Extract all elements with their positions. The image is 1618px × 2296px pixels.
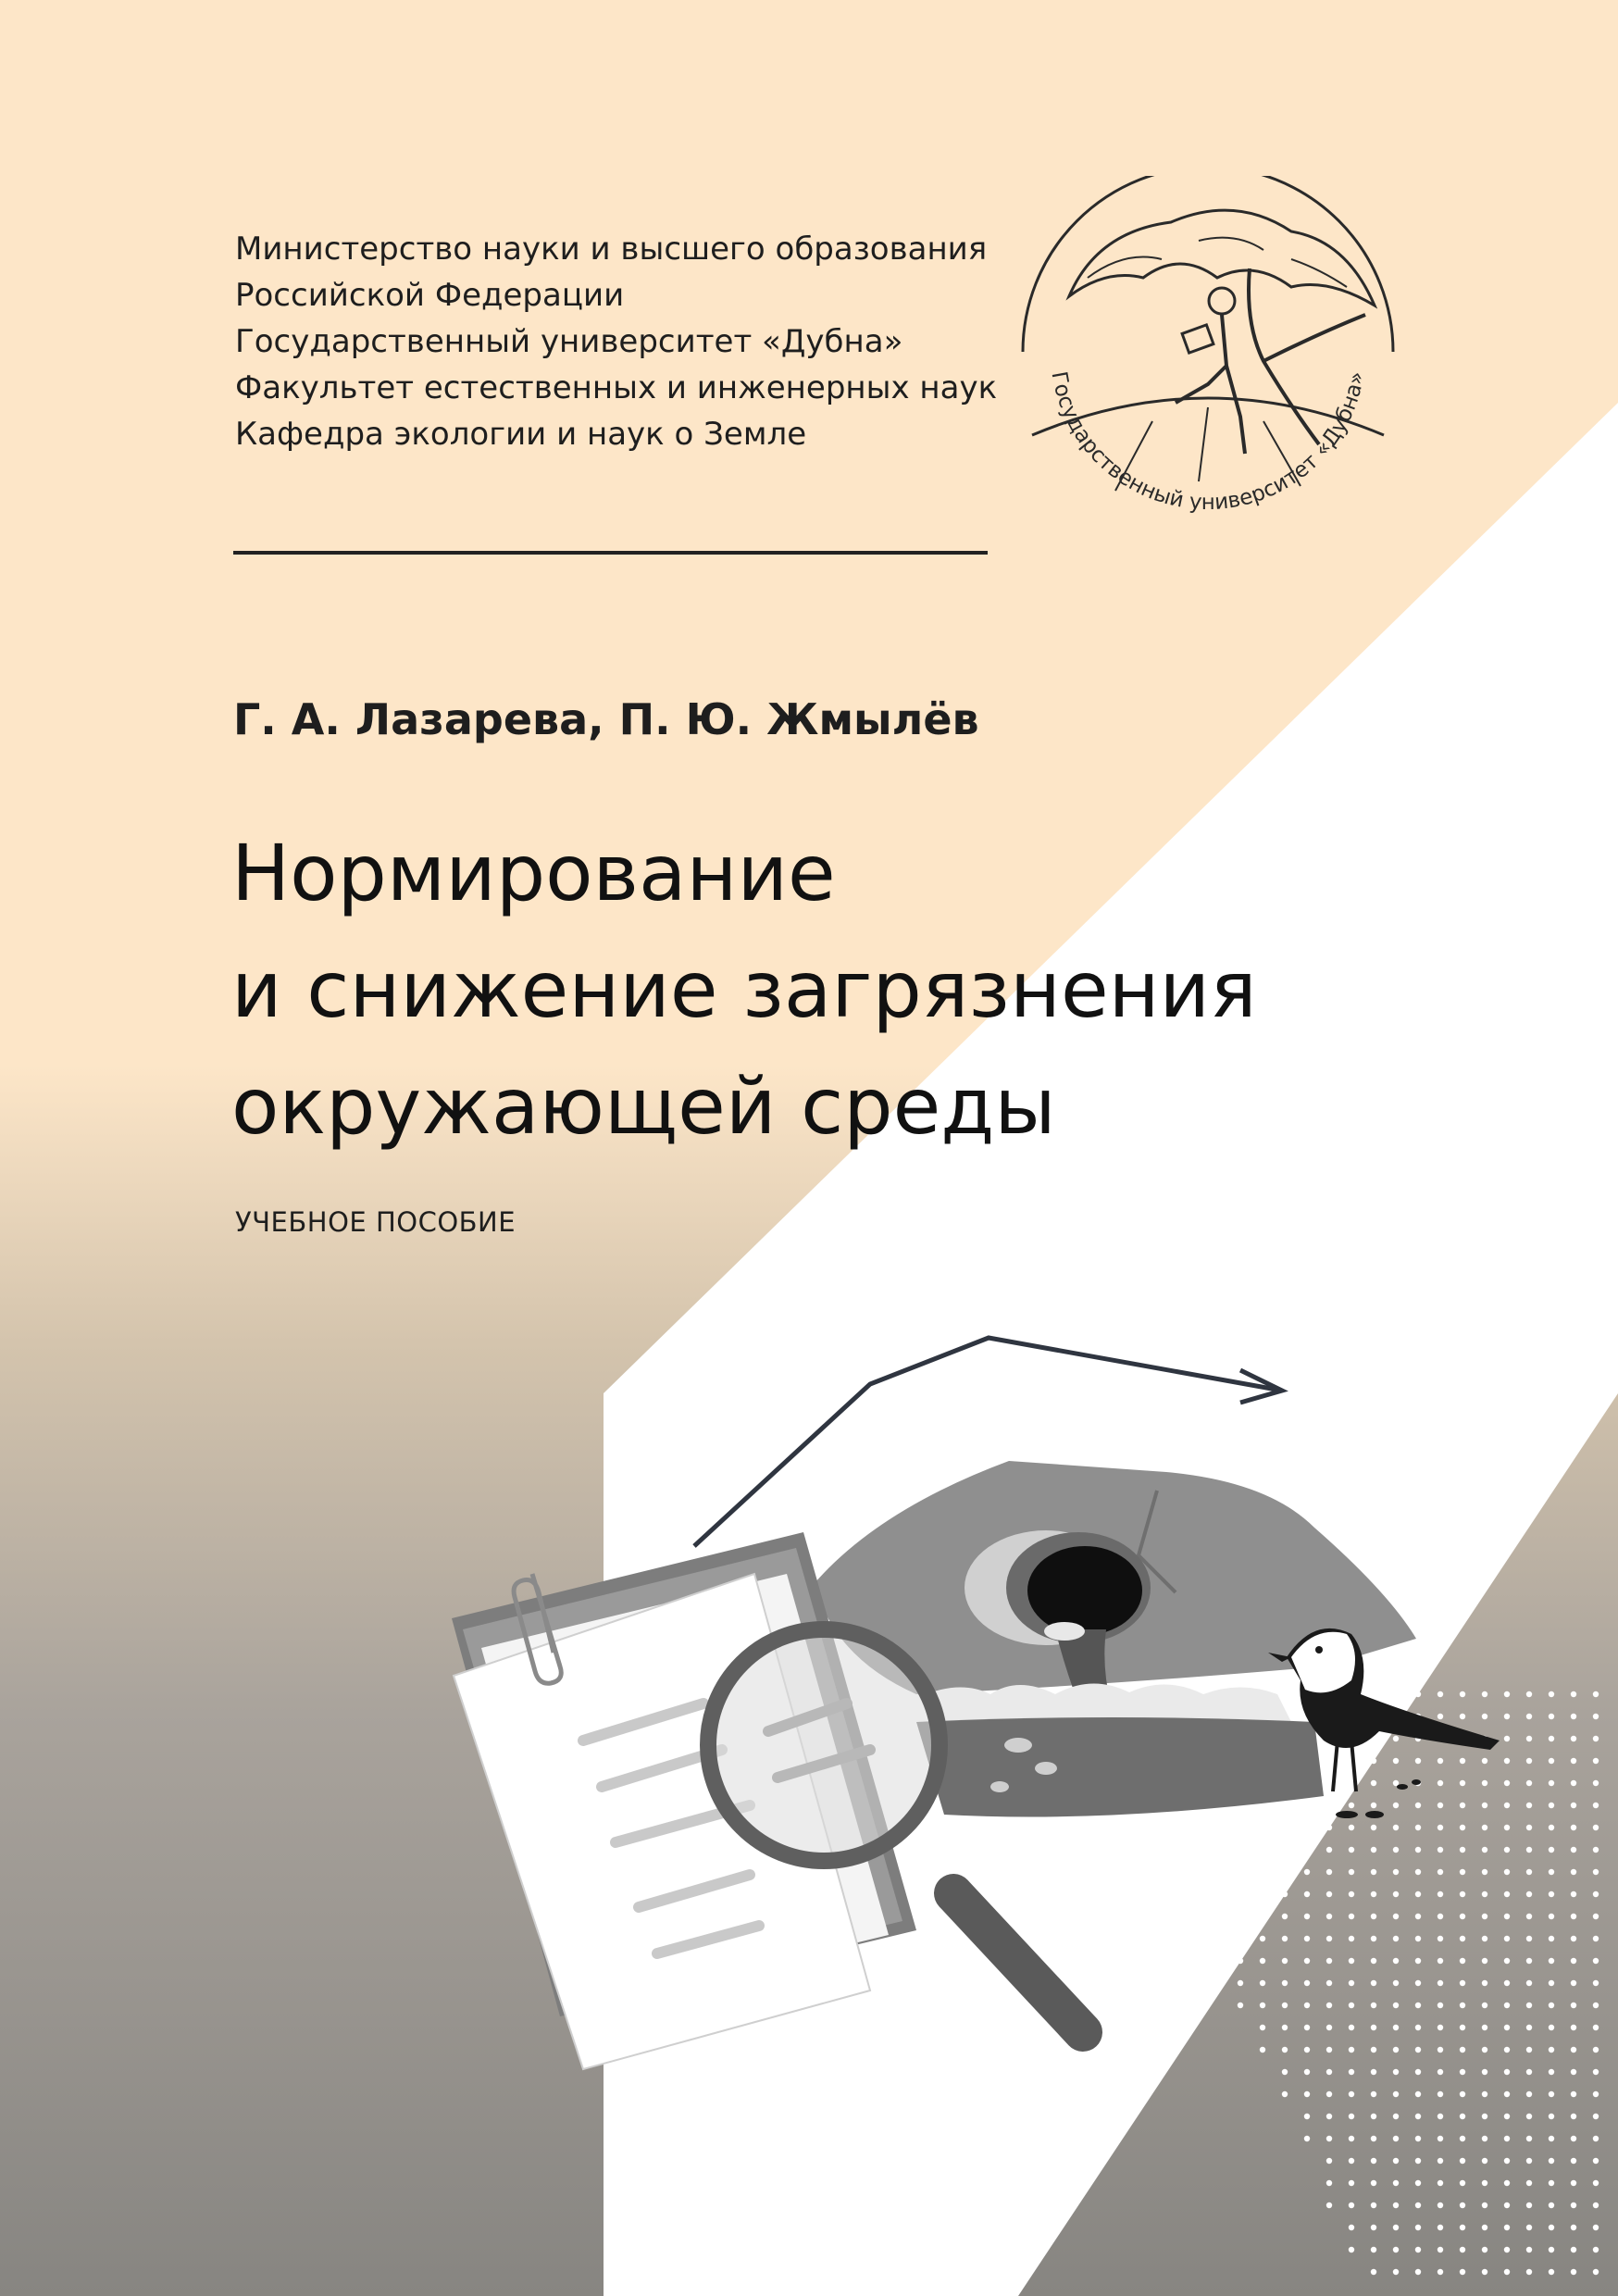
emblem-ring-text: Государственный университет «Дубна»	[1046, 369, 1370, 516]
header-line-university: Государственный университет «Дубна»	[235, 323, 903, 360]
header-line-department: Кафедра экологии и наук о Земле	[235, 416, 807, 453]
title-line-1: Нормирование	[231, 828, 836, 918]
header-line-federation: Российской Федерации	[235, 277, 625, 314]
authors: Г. А. Лазарева, П. Ю. Жмылёв	[233, 694, 979, 744]
title-line-3: окружающей среды	[231, 1061, 1056, 1152]
header-line-ministry: Министерство науки и высшего образования	[235, 231, 988, 268]
title-line-2: и снижение загрязнения	[231, 944, 1257, 1035]
header-line-faculty: Факультет естественных и инженерных наук	[235, 369, 998, 406]
document-type: УЧЕБНОЕ ПОСОБИЕ	[235, 1206, 517, 1238]
